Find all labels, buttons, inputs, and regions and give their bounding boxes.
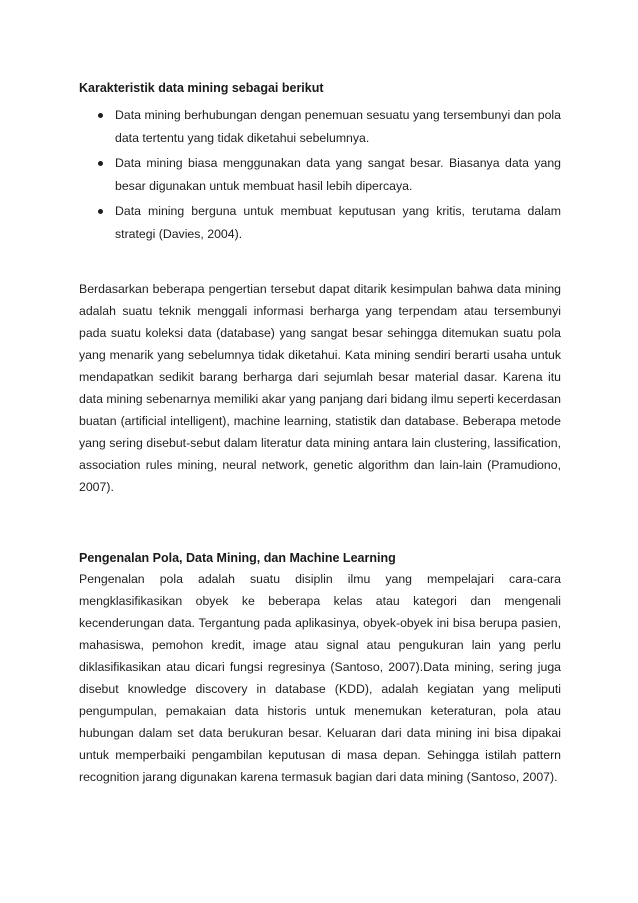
- list-item: [79, 200, 561, 246]
- characteristics-list: [79, 104, 561, 246]
- bullet-icon: [98, 209, 103, 214]
- section-heading-karakteristik: Karakteristik data mining sebagai berikut: [79, 81, 324, 95]
- list-item: [79, 152, 561, 198]
- list-item-text: Data mining biasa menggunakan data yang sangat besar. Biasanya data yang besar digunakan untuk membuat hasil lebih dipercaya.: [115, 156, 561, 193]
- list-item-text: Data mining berhubungan dengan penemuan sesuatu yang tersembunyi dan pola data tertentu yang tidak diketahui sebelumnya.: [115, 108, 561, 145]
- bullet-icon: [98, 113, 103, 118]
- pattern-recognition-paragraph: Pengenalan pola adalah suatu disiplin ilmu yang mempelajari cara-cara mengklasifikasikan obyek ke beberapa kelas atau kategori dan mengenali kecenderungan data. Tergantung pada aplikasinya, obyek-obyek ini bisa berupa pasien, mahasiswa, pemohon kredit, image atau signal atau pengukuran lain yang perlu diklasifikasikan atau dicari fungsi regresinya (Santoso, 2007).Data mining, sering juga disebut knowledge discovery in database (KDD), adalah kegiatan yang meliputi pengumpulan, pemakaian data historis untuk menemukan keteraturan, pola atau hubungan dalam set data berukuran besar. Keluaran dari data mining ini bisa dipakai untuk memperbaiki pengambilan keputusan di masa depan. Sehingga istilah pattern recognition jarang digunakan karena termasuk bagian dari data mining (Santoso, 2007).: [79, 572, 561, 784]
- bullet-icon: [98, 161, 103, 166]
- document-page: [79, 80, 561, 788]
- section-heading-pengenalan-pola: Pengenalan Pola, Data Mining, dan Machine Learning: [79, 551, 396, 565]
- list-item: [79, 104, 561, 150]
- list-item-text: Data mining berguna untuk membuat keputusan yang kritis, terutama dalam strategi (Davies, 2004).: [115, 204, 561, 241]
- conclusion-paragraph: Berdasarkan beberapa pengertian tersebut dapat ditarik kesimpulan bahwa data mining adalah suatu teknik menggali informasi berharga yang terpendam atau tersembunyi pada suatu koleksi data (database) yang sangat besar sehingga ditemukan suatu pola yang menarik yang sebelumnya tidak diketahui. Kata mining sendiri berarti usaha untuk mendapatkan sedikit barang berharga dari sejumlah besar material dasar. Karena itu data mining sebenarnya memiliki akar yang panjang dari bidang ilmu seperti kecerdasan buatan (artificial intelligent), machine learning, statistik dan database. Beberapa metode yang sering disebut-sebut dalam literatur data mining antara lain clustering, lassification, association rules mining, neural network, genetic algorithm dan lain-lain (Pramudiono, 2007).: [79, 282, 561, 494]
